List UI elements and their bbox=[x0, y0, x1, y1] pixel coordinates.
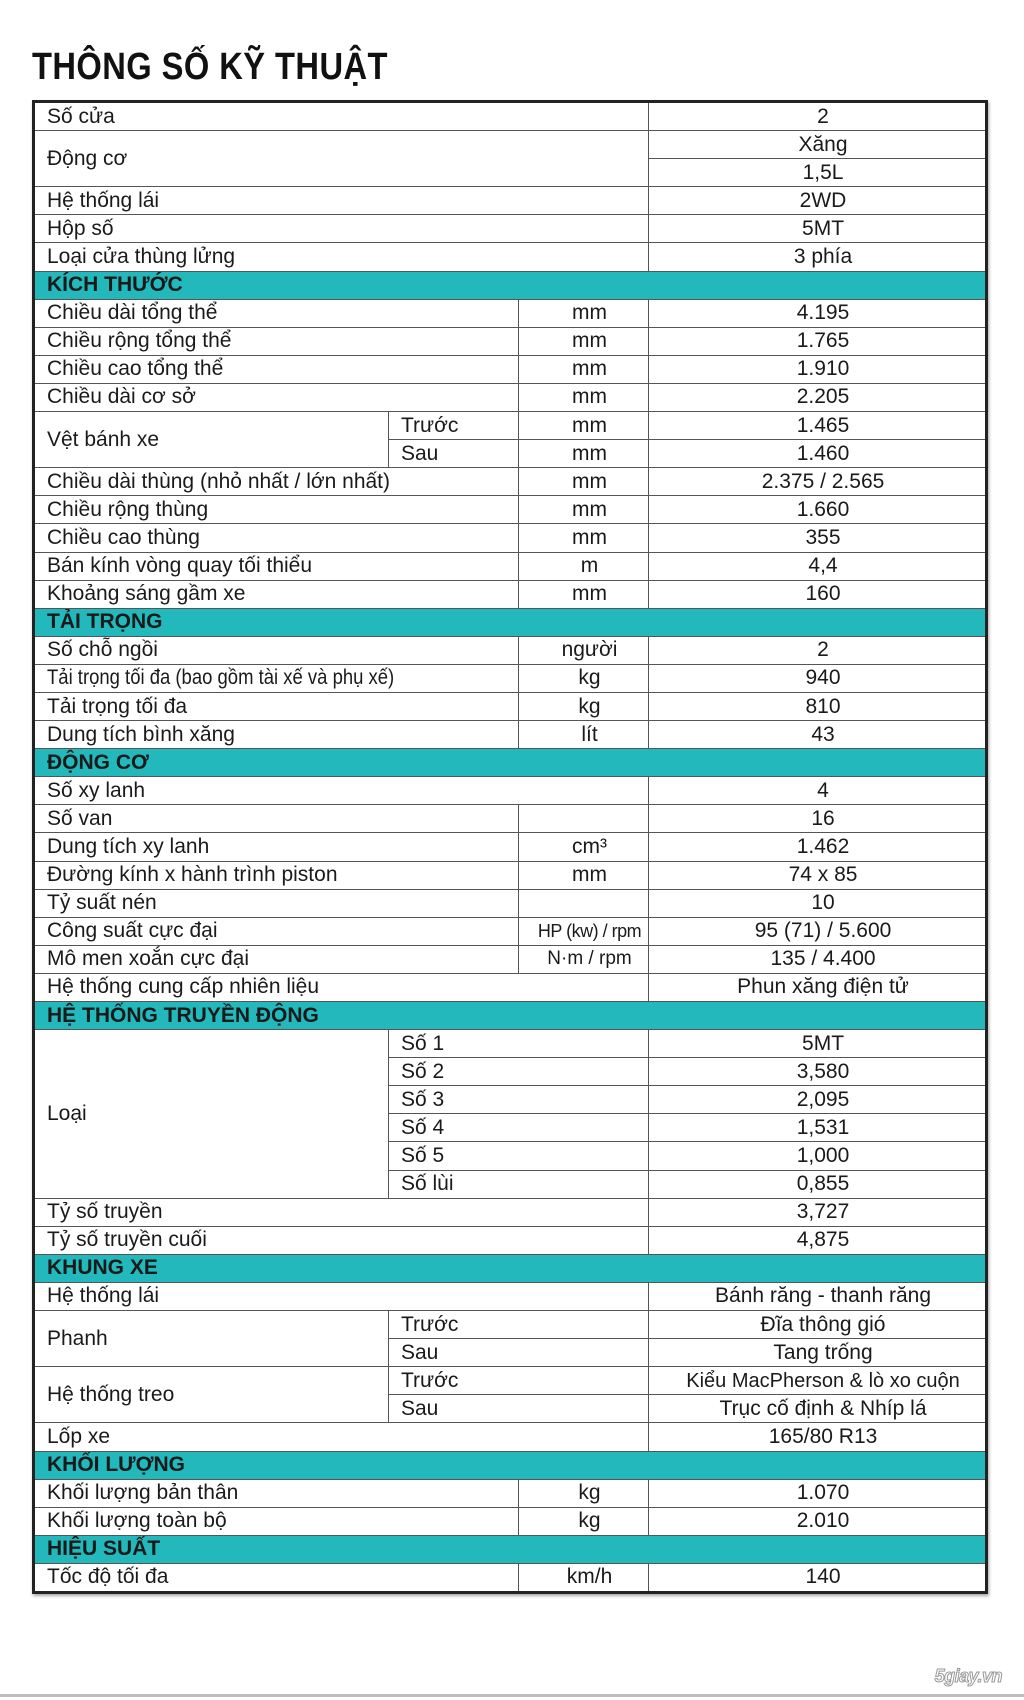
row-label: Loại bbox=[34, 1030, 389, 1199]
row-sublabel: Sau bbox=[389, 440, 519, 468]
row-value: 2.010 bbox=[649, 1507, 987, 1535]
row-unit: kg bbox=[519, 692, 649, 720]
section-header-chassis bbox=[34, 1254, 987, 1282]
table-row bbox=[34, 664, 987, 692]
row-label: Chiều cao tổng thể bbox=[34, 355, 519, 383]
row-label: Loại cửa thùng lửng bbox=[34, 243, 649, 271]
row-value: 140 bbox=[649, 1563, 987, 1592]
row-value: 16 bbox=[649, 805, 987, 833]
row-value: 1.460 bbox=[649, 440, 987, 468]
row-value: 1.765 bbox=[649, 327, 987, 355]
row-label bbox=[34, 664, 519, 692]
section-header-performance bbox=[34, 1535, 987, 1563]
row-unit: mm bbox=[519, 327, 649, 355]
table-row bbox=[34, 355, 987, 383]
row-label: Chiều rộng tổng thể bbox=[34, 327, 519, 355]
table-row bbox=[34, 412, 987, 440]
row-value: 5MT bbox=[649, 215, 987, 243]
row-label: Phanh bbox=[34, 1311, 389, 1367]
table-row bbox=[34, 636, 987, 664]
row-value: 3,727 bbox=[649, 1198, 987, 1226]
page-title: THÔNG SỐ KỸ THUẬT bbox=[32, 46, 388, 88]
row-unit: N·m / rpm bbox=[519, 945, 649, 973]
row-value: 1.660 bbox=[649, 496, 987, 524]
table-row bbox=[34, 1311, 987, 1339]
row-value: 4 bbox=[649, 777, 987, 805]
table-row bbox=[34, 777, 987, 805]
row-value: Xăng bbox=[649, 131, 987, 159]
row-sublabel: Trước bbox=[389, 1367, 649, 1395]
table-row bbox=[34, 973, 987, 1001]
row-label: Số xy lanh bbox=[34, 777, 649, 805]
table-row bbox=[34, 496, 987, 524]
table-row bbox=[34, 327, 987, 355]
table-row bbox=[34, 243, 987, 271]
row-label: Chiều rộng thùng bbox=[34, 496, 519, 524]
section-title: ĐỘNG CƠ bbox=[34, 749, 987, 777]
row-value: 2,095 bbox=[649, 1086, 987, 1114]
row-unit: mm bbox=[519, 861, 649, 889]
row-unit: mm bbox=[519, 355, 649, 383]
row-label: Hệ thống lái bbox=[34, 1282, 649, 1310]
row-value: 43 bbox=[649, 721, 987, 749]
row-label: Tải trọng tối đa bbox=[34, 692, 519, 720]
row-value: 0,855 bbox=[649, 1170, 987, 1198]
row-label: Hệ thống treo bbox=[34, 1367, 389, 1423]
row-unit: mm bbox=[519, 412, 649, 440]
row-value: 2.375 / 2.565 bbox=[649, 468, 987, 496]
section-title: TẢI TRỌNG bbox=[34, 608, 987, 636]
table-row bbox=[34, 692, 987, 720]
row-sublabel: Số 5 bbox=[389, 1142, 649, 1170]
section-title: KHUNG XE bbox=[34, 1254, 987, 1282]
row-value: 1,000 bbox=[649, 1142, 987, 1170]
row-label: Lốp xe bbox=[34, 1423, 649, 1451]
row-unit bbox=[519, 889, 649, 917]
table-row bbox=[34, 187, 987, 215]
row-label: Hộp số bbox=[34, 215, 649, 243]
row-label: Chiều dài thùng (nhỏ nhất / lớn nhất) bbox=[34, 468, 519, 496]
row-value: 1,531 bbox=[649, 1114, 987, 1142]
row-value: 355 bbox=[649, 524, 987, 552]
row-value: 810 bbox=[649, 692, 987, 720]
table-row bbox=[34, 1198, 987, 1226]
row-label: Chiều dài tổng thể bbox=[34, 299, 519, 327]
row-label: Hệ thống cung cấp nhiên liệu bbox=[34, 973, 649, 1001]
table-row bbox=[34, 721, 987, 749]
row-unit: mm bbox=[519, 440, 649, 468]
table-row bbox=[34, 1479, 987, 1507]
section-title: HỆ THỐNG TRUYỀN ĐỘNG bbox=[34, 1002, 987, 1030]
row-label: Khối lượng bản thân bbox=[34, 1479, 519, 1507]
row-value: 940 bbox=[649, 664, 987, 692]
section-header-engine bbox=[34, 749, 987, 777]
section-title: KÍCH THƯỚC bbox=[34, 271, 987, 299]
row-value: 2 bbox=[649, 636, 987, 664]
row-value: Phun xăng điện tử bbox=[649, 973, 987, 1001]
row-label: Hệ thống lái bbox=[34, 187, 649, 215]
row-label: Chiều dài cơ sở bbox=[34, 383, 519, 411]
row-label: Mô men xoắn cực đại bbox=[34, 945, 519, 973]
row-value: 2.205 bbox=[649, 383, 987, 411]
table-row bbox=[34, 1226, 987, 1254]
row-sublabel: Số 2 bbox=[389, 1058, 649, 1086]
row-label: Tỷ số truyền cuối bbox=[34, 1226, 649, 1254]
section-header-weight bbox=[34, 1451, 987, 1479]
row-unit bbox=[519, 805, 649, 833]
table-row bbox=[34, 917, 987, 945]
row-label: Vệt bánh xe bbox=[34, 412, 389, 468]
row-unit: kg bbox=[519, 664, 649, 692]
row-label: Tỷ suất nén bbox=[34, 889, 519, 917]
row-value: 1.070 bbox=[649, 1479, 987, 1507]
row-value: 74 x 85 bbox=[649, 861, 987, 889]
row-value: 4,875 bbox=[649, 1226, 987, 1254]
table-row bbox=[34, 1030, 987, 1058]
row-sublabel: Số lùi bbox=[389, 1170, 649, 1198]
table-row bbox=[34, 552, 987, 580]
row-unit: m bbox=[519, 552, 649, 580]
row-unit: mm bbox=[519, 468, 649, 496]
table-row bbox=[34, 580, 987, 608]
row-unit: HP (kw) / rpm bbox=[519, 917, 649, 945]
table-row bbox=[34, 1282, 987, 1310]
divider bbox=[0, 1694, 1024, 1697]
table-row bbox=[34, 131, 987, 159]
section-title: KHỐI LƯỢNG bbox=[34, 1451, 987, 1479]
row-value: 5MT bbox=[649, 1030, 987, 1058]
row-label: Số chỗ ngồi bbox=[34, 636, 519, 664]
row-value: Tang trống bbox=[649, 1339, 987, 1367]
watermark-logo: 5giay.vn bbox=[934, 1666, 1002, 1686]
row-value: 1.910 bbox=[649, 355, 987, 383]
row-unit: kg bbox=[519, 1479, 649, 1507]
row-sublabel: Sau bbox=[389, 1395, 649, 1423]
row-value: 1,5L bbox=[649, 159, 987, 187]
row-label: Tỷ số truyền bbox=[34, 1198, 649, 1226]
table-row bbox=[34, 1367, 987, 1395]
row-value: 4.195 bbox=[649, 299, 987, 327]
row-sublabel: Số 4 bbox=[389, 1114, 649, 1142]
row-sublabel: Số 3 bbox=[389, 1086, 649, 1114]
row-unit: km/h bbox=[519, 1563, 649, 1592]
row-sublabel: Số 1 bbox=[389, 1030, 649, 1058]
row-label: Số cửa bbox=[34, 102, 649, 131]
section-header-drivetrain bbox=[34, 1002, 987, 1030]
row-label-text: Tải trọng tối đa (bao gồm tài xế và phụ xế) bbox=[47, 666, 395, 690]
row-label: Chiều cao thùng bbox=[34, 524, 519, 552]
spec-table bbox=[32, 100, 988, 1594]
row-value: 2WD bbox=[649, 187, 987, 215]
section-title: HIỆU SUẤT bbox=[34, 1535, 987, 1563]
table-row bbox=[34, 299, 987, 327]
row-value: Đĩa thông gió bbox=[649, 1311, 987, 1339]
row-unit: mm bbox=[519, 580, 649, 608]
row-unit: mm bbox=[519, 383, 649, 411]
row-sublabel: Trước bbox=[389, 412, 519, 440]
row-unit: mm bbox=[519, 299, 649, 327]
row-value: 160 bbox=[649, 580, 987, 608]
table-row bbox=[34, 383, 987, 411]
table-row bbox=[34, 805, 987, 833]
row-value: 1.465 bbox=[649, 412, 987, 440]
row-unit: kg bbox=[519, 1507, 649, 1535]
row-label: Công suất cực đại bbox=[34, 917, 519, 945]
row-label: Bán kính vòng quay tối thiểu bbox=[34, 552, 519, 580]
row-value: 135 / 4.400 bbox=[649, 945, 987, 973]
row-label: Khối lượng toàn bộ bbox=[34, 1507, 519, 1535]
row-value: 4,4 bbox=[649, 552, 987, 580]
section-header-load bbox=[34, 608, 987, 636]
table-row bbox=[34, 833, 987, 861]
table-row bbox=[34, 524, 987, 552]
table-row bbox=[34, 102, 987, 131]
row-value: Bánh răng - thanh răng bbox=[649, 1282, 987, 1310]
row-unit: mm bbox=[519, 524, 649, 552]
table-row bbox=[34, 861, 987, 889]
row-value: 2 bbox=[649, 102, 987, 131]
table-row bbox=[34, 1423, 987, 1451]
section-header-dimensions bbox=[34, 271, 987, 299]
row-value: 95 (71) / 5.600 bbox=[649, 917, 987, 945]
row-value: 1.462 bbox=[649, 833, 987, 861]
table-row bbox=[34, 215, 987, 243]
row-unit: người bbox=[519, 636, 649, 664]
row-value: 10 bbox=[649, 889, 987, 917]
row-value: 3,580 bbox=[649, 1058, 987, 1086]
row-value: 165/80 R13 bbox=[649, 1423, 987, 1451]
row-label: Số van bbox=[34, 805, 519, 833]
table-row bbox=[34, 1563, 987, 1592]
row-unit: mm bbox=[519, 496, 649, 524]
row-label: Tốc độ tối đa bbox=[34, 1563, 519, 1592]
table-row bbox=[34, 889, 987, 917]
row-unit: lít bbox=[519, 721, 649, 749]
row-value: Trục cố định & Nhíp lá bbox=[649, 1395, 987, 1423]
row-sublabel: Sau bbox=[389, 1339, 649, 1367]
table-row bbox=[34, 945, 987, 973]
row-value: Kiểu MacPherson & lò xo cuộn bbox=[649, 1367, 987, 1395]
table-row bbox=[34, 468, 987, 496]
table-row bbox=[34, 1507, 987, 1535]
row-label: Khoảng sáng gầm xe bbox=[34, 580, 519, 608]
row-label: Đường kính x hành trình piston bbox=[34, 861, 519, 889]
row-value: 3 phía bbox=[649, 243, 987, 271]
row-label: Động cơ bbox=[34, 131, 649, 187]
row-unit: cm³ bbox=[519, 833, 649, 861]
row-label: Dung tích bình xăng bbox=[34, 721, 519, 749]
row-sublabel: Trước bbox=[389, 1311, 649, 1339]
row-label: Dung tích xy lanh bbox=[34, 833, 519, 861]
